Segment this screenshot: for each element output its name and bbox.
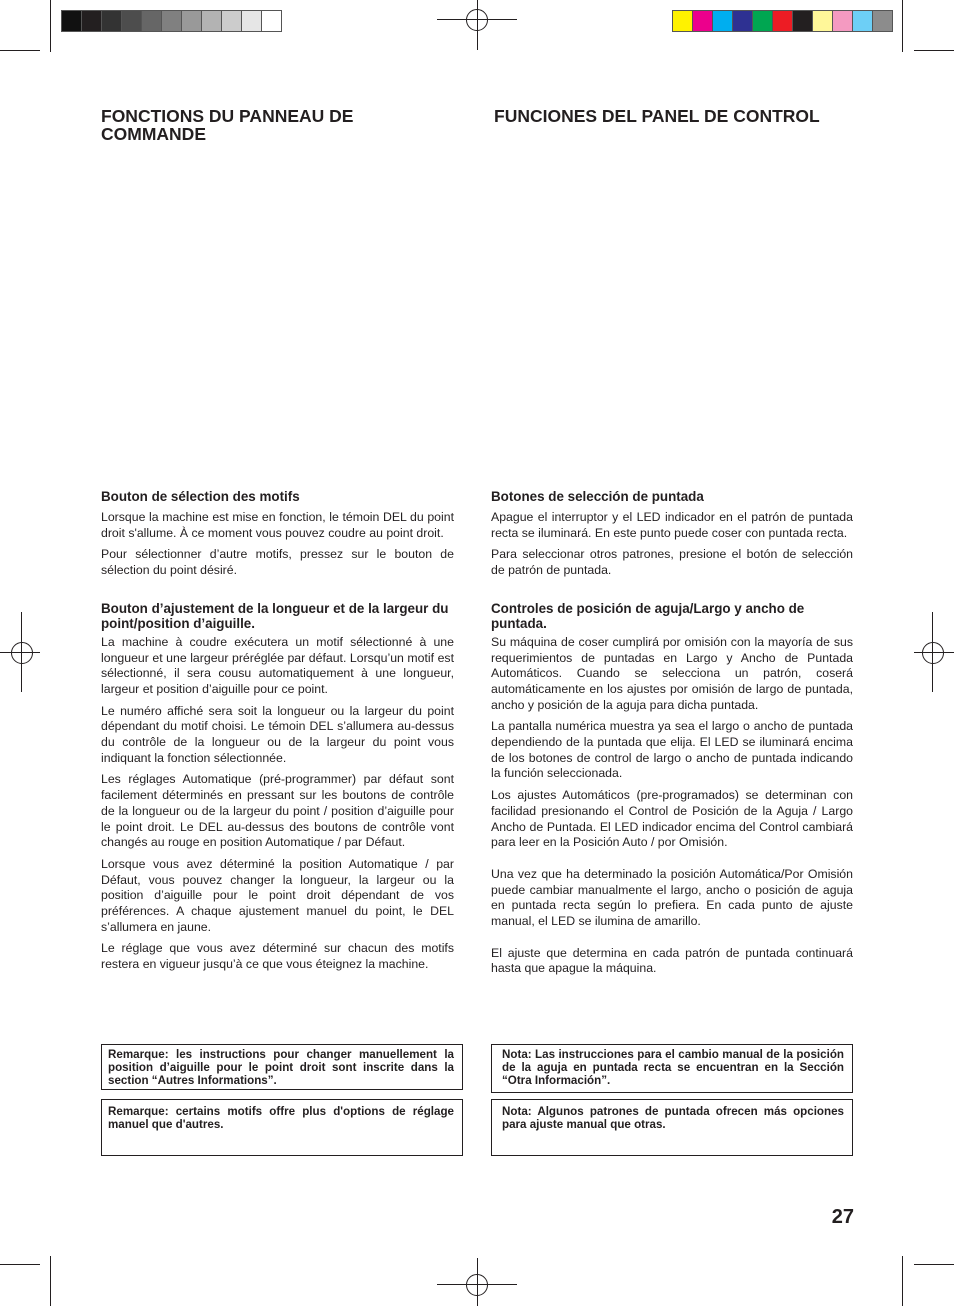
- crop-mark-bottom-left-v: [50, 1256, 51, 1306]
- color-swatch: [693, 11, 713, 31]
- title-line1: FONCTIONS DU PANNEAU DE: [101, 106, 354, 126]
- spanish-column: [491, 489, 853, 983]
- paragraph: Le numéro affiché sera soit la longueur ou la largeur du point dépendant du motif choisi. Le témoin DEL s’allumera au-dessus du contrôle de la longueur ou de la largeur du point vous indiquant la fonction sélectionnée.: [101, 703, 454, 765]
- note-box-french-1: Remarque: les instructions pour changer manuellement la position d’aiguille pour le point droit sont inscrite dans la section “Autres Informations”.: [101, 1044, 463, 1090]
- section-heading-stitch-selection: Botones de selección de puntada: [491, 489, 704, 504]
- note-box-french-2: Remarque: certains motifs offre plus d'options de réglage manuel que d'autres.: [101, 1099, 463, 1156]
- color-swatch: [873, 11, 892, 31]
- color-swatch: [853, 11, 873, 31]
- color-swatch: [82, 11, 102, 31]
- crop-mark-bottom-left-h: [0, 1264, 40, 1265]
- title-line2: COMMANDE: [101, 124, 206, 144]
- paragraph: El ajuste que determina en cada patrón de puntada continuará hasta que apague la máquina.: [491, 945, 853, 976]
- paragraph: La pantalla numérica muestra ya sea el largo o ancho de puntada dependiendo de la puntada que elija. El LED se iluminará encima de los botones de control de largo o ancho de puntada indicando la función seleccionada.: [491, 719, 853, 781]
- color-swatch: [142, 11, 162, 31]
- color-swatch: [713, 11, 733, 31]
- crop-mark-top-right-h: [914, 50, 954, 51]
- color-swatch: [773, 11, 793, 31]
- paragraph: Lorsque vous avez déterminé la position Automatique / par Défaut, vous pouvez changer la longueur, la largeur ou la position d’aiguille pour le point droit dépendant de vos préférences. A chaque ajustement manuel du point, le DEL s’allumera en jaune.: [101, 856, 454, 934]
- page-title-spanish: FUNCIONES DEL PANEL DE CONTROL: [494, 106, 820, 126]
- color-swatch: [793, 11, 813, 31]
- crop-mark-top-left-v: [50, 0, 51, 52]
- color-swatch: [833, 11, 853, 31]
- paragraph: Apague el interruptor y el LED indicador en el patrón de puntada recta se iluminará. En este punto puede coser con puntada recta.: [491, 510, 853, 540]
- section-heading-length-width: Bouton d’ajustement de la longueur et de la largeur du point/position d’aiguille.: [101, 600, 449, 631]
- color-swatch: [62, 11, 82, 31]
- paragraph: Le réglage que vous avez déterminé sur chacun des motifs restera en vigueur jusqu’à ce que vous éteignez la machine.: [101, 941, 454, 972]
- page-title-french: [101, 107, 353, 143]
- grayscale-color-bar: [61, 10, 282, 32]
- color-swatch: [813, 11, 833, 31]
- paragraph: Les réglages Automatique (pré-programmer) par défaut sont facilement déterminés en pressant sur les boutons de contrôle de la longueur ou de la largeur du point / position d’aiguille pour le point droit. Le DEL au-dessus des boutons de contrôle vont changés au rouge en position Automatique / par Défaut.: [101, 772, 454, 850]
- section-heading-needle-position: Controles de posición de aguja/Largo y ancho de puntada.: [491, 600, 805, 631]
- paragraph: Los ajustes Automáticos (pre-programados) se determinan con facilidad presionando el Control de Posición de la Aguja / Largo Ancho de Puntada. El LED indicador encima del Control cambiará para leer en la Posición Auto / por Omisión.: [491, 788, 853, 850]
- color-swatch: [753, 11, 773, 31]
- color-swatch: [262, 11, 281, 31]
- color-swatch: [162, 11, 182, 31]
- color-calibration-bar: [672, 10, 893, 32]
- crop-mark-top-left-h: [0, 50, 40, 51]
- note-box-spanish-2: Nota: Algunos patrones de puntada ofrecen más opciones para ajuste manual que otras.: [491, 1099, 853, 1156]
- paragraph: Su máquina de coser cumplirá por omisión con la mayoría de sus requerimientos de puntadas en Largo y Ancho de Puntada Automáticos. Cuando se selecciona un patrón, coserá automáticamente en los ajustes por omisión de largo de puntada, ancho y posición de la aguja para dicha puntada.: [491, 634, 853, 712]
- color-swatch: [242, 11, 262, 31]
- section-heading-pattern-selection: Bouton de sélection des motifs: [101, 489, 300, 504]
- paragraph: Para seleccionar otros patrones, presione el botón de selección de patrón de puntada.: [491, 547, 853, 578]
- color-swatch: [182, 11, 202, 31]
- color-swatch: [733, 11, 753, 31]
- paragraph: La machine à coudre exécutera un motif sélectionné à une longueur et une largeur préréglée par défaut. Lorsqu’un motif est sélectionné, il sera cousu automatiquement à une longueur, largeur et position d’aiguille pour ce point.: [101, 634, 454, 696]
- color-swatch: [102, 11, 122, 31]
- color-swatch: [202, 11, 222, 31]
- note-box-spanish-1: Nota: Las instrucciones para el cambio manual de la posición de la aguja en puntada recta se encuentran en la Sección “Otra Información”.: [491, 1044, 853, 1093]
- color-swatch: [222, 11, 242, 31]
- paragraph: Lorsque la machine est mise en fonction, le témoin DEL du point droit s'allume. À ce moment vous pouvez coudre au point droit.: [101, 510, 454, 540]
- color-swatch: [122, 11, 142, 31]
- paragraph: Una vez que ha determinado la posición Automática/Por Omisión puede cambiar manualmente el largo, ancho o posición de aguja en puntada recta según lo prefiera. En cada punto de ajuste manual, el LED se ilumina de amarillo.: [491, 866, 853, 929]
- crop-mark-bottom-right-h: [914, 1264, 954, 1265]
- crop-mark-bottom-right-v: [902, 1256, 903, 1306]
- crop-mark-top-right-v: [902, 0, 903, 52]
- french-column: [101, 489, 454, 979]
- color-swatch: [673, 11, 693, 31]
- paragraph: Pour sélectionner d’autre motifs, pressez sur le bouton de sélection du point désiré.: [101, 547, 454, 578]
- page-number: 27: [831, 1206, 854, 1228]
